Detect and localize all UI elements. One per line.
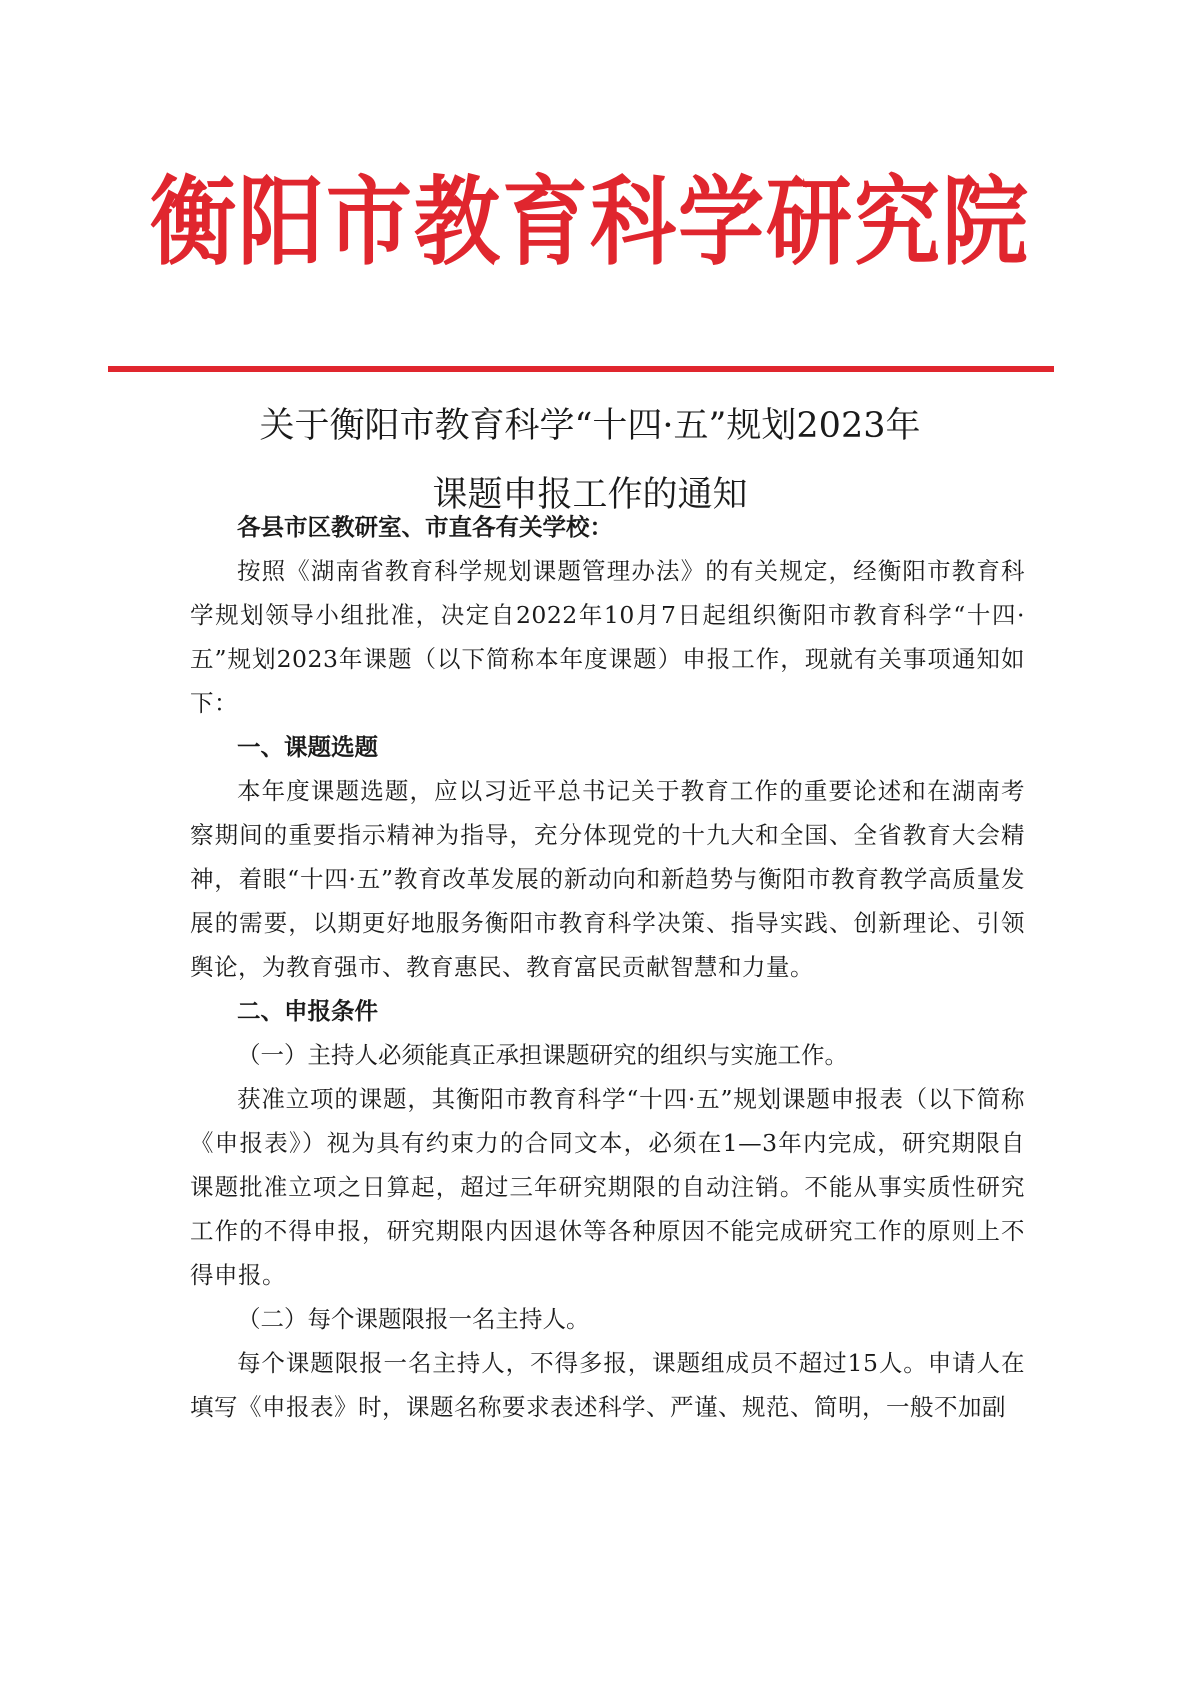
notice-title-line-1: 关于衡阳市教育科学“十四·五”规划2023年 xyxy=(259,406,921,446)
section-2-item-2: （二）每个课题限报一名主持人。 xyxy=(237,1305,590,1333)
intro-paragraph: 按照《湖南省教育科学规划课题管理办法》的有关规定，经衡阳市教育科学规划领导小组批准，决定自2022年10月7日起组织衡阳市教育科学“十四·五”规划2023年课题（以下简称本年度课题）申报工作，现就有关事项通知如下： xyxy=(190,557,1025,717)
salutation: 各县市区教研室、市直各有关学校： xyxy=(237,513,613,541)
section-2-heading: 二、申报条件 xyxy=(237,997,378,1025)
letterhead-red-rule xyxy=(108,366,1054,372)
section-2-item-1: （一）主持人必须能真正承担课题研究的组织与实施工作。 xyxy=(237,1041,848,1069)
section-1-heading: 一、课题选题 xyxy=(237,733,378,761)
section-2-item-1-body: 获准立项的课题，其衡阳市教育科学“十四·五”规划课题申报表（以下简称《申报表》）视为具有约束力的合同文本，必须在1—3年内完成，研究期限自课题批准立项之日算起，超过三年研究期限的自动注销。不能从事实质性研究工作的不得申报，研究期限内因退休等各种原因不能完成研究工作的原则上不得申报。 xyxy=(190,1085,1025,1289)
notice-body xyxy=(190,505,1025,1429)
section-2-item-2-body: 每个课题限报一名主持人，不得多报，课题组成员不超过15人。申请人在填写《申报表》时，课题名称要求表述科学、严谨、规范、简明，一般不加副 xyxy=(190,1349,1025,1421)
notice-title-line-2: 课题申报工作的通知 xyxy=(432,475,748,515)
section-1-body: 本年度课题选题，应以习近平总书记关于教育工作的重要论述和在湖南考察期间的重要指示精神为指导，充分体现党的十九大和全国、全省教育大会精神，着眼“十四·五”教育改革发展的新动向和新趋势与衡阳市教育教学高质量发展的需要，以期更好地服务衡阳市教育科学决策、指导实践、创新理论、引领舆论，为教育强市、教育惠民、教育富民贡献智慧和力量。 xyxy=(190,777,1025,981)
letterhead-organization-name: 衡阳市教育科学研究院 xyxy=(150,165,1030,279)
